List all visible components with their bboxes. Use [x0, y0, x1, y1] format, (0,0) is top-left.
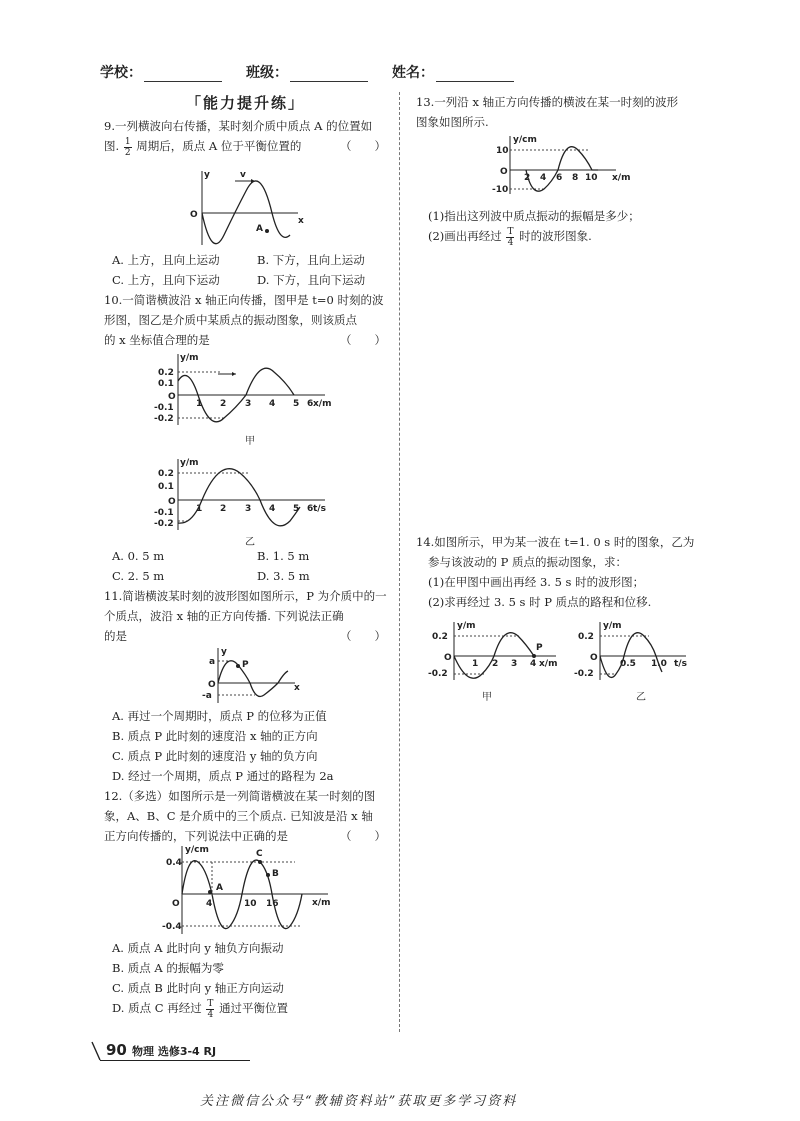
q12-origin: O	[172, 899, 180, 909]
q14a-ytick-top: 0.2	[432, 632, 448, 642]
q12-line2: 象，A、B、C 是介质中的三个质点. 已知波是沿 x 轴	[104, 809, 373, 823]
q9-v-label: v	[240, 170, 246, 180]
q10-option-d[interactable]: D. 3. 5 m	[257, 569, 310, 583]
q9-line2	[104, 136, 394, 158]
q9-wave-curve	[202, 181, 290, 244]
q13-xtick-4: 10	[585, 173, 598, 183]
q10b-xtick-2: 3	[245, 504, 252, 514]
q10b-xtick-0: 1	[196, 504, 203, 514]
q10b-x-label: t/s	[313, 504, 326, 514]
q14a-y-label: y/m	[457, 621, 476, 631]
q10-options	[112, 546, 402, 586]
q14a-origin: O	[444, 653, 452, 663]
q13-fraction	[506, 227, 514, 248]
q12-option-d-b: 通过平衡位置	[219, 1001, 289, 1015]
q12-point-b	[266, 873, 270, 877]
q10b-xtick-3: 4	[269, 504, 276, 514]
q9-frac-den: 2	[124, 147, 131, 158]
q10a-y-label: y/m	[180, 353, 199, 363]
q14-sub2: (2)求再经过 3. 5 s 时 P 质点的路程和位移.	[428, 595, 652, 609]
q12-fraction	[206, 999, 214, 1020]
q10-line3: 的 x 坐标值合理的是	[104, 333, 210, 347]
q12-line3: 正方向传播的，下列说法中正确的是	[104, 829, 288, 843]
q13-x-label: x/m	[612, 173, 631, 183]
q11-options	[112, 706, 402, 786]
q9-answer-paren[interactable]: （ ）	[340, 139, 386, 153]
q12-option-d[interactable]	[112, 998, 402, 1020]
q14b-y-label: y/m	[603, 621, 622, 631]
q14-figure-b	[574, 618, 694, 683]
section-title: 「能力提升练」	[186, 94, 306, 112]
q10a-xtick-1: 2	[220, 399, 227, 409]
q12-xtick-4: 4	[206, 899, 213, 909]
q14-line1: 14.如图所示，甲为某一波在 t=1. 0 s 时的图象，乙为	[416, 535, 695, 549]
q12-option-a[interactable]: A. 质点 A 此时向 y 轴负方向振动	[112, 941, 284, 955]
q12-frac-den: 4	[207, 1009, 214, 1020]
question-10	[104, 290, 394, 350]
q10b-ytick-2: -0.1	[154, 508, 174, 518]
question-12	[104, 786, 394, 846]
q10a-xtick-3: 4	[269, 399, 276, 409]
q11-origin: O	[208, 680, 216, 690]
q13-sub2	[428, 226, 718, 248]
q9-wave-figure	[180, 165, 310, 250]
q10-option-c[interactable]: C. 2. 5 m	[112, 569, 165, 583]
question-9	[104, 116, 394, 158]
q9-a-label: A	[256, 224, 263, 234]
q11-x-label: x	[294, 683, 300, 693]
q11-option-d[interactable]: D. 经过一个周期，质点 P 通过的路程为 2a	[112, 769, 334, 783]
q10b-caption: 乙	[245, 537, 255, 548]
q13-sub1: (1)指出这列波中质点振动的振幅是多少；	[428, 209, 640, 223]
q14a-xtick-4: 4	[530, 659, 537, 669]
name-label: 姓名：	[392, 65, 434, 81]
q13-wave-figure	[488, 132, 638, 197]
q11-point-p	[236, 664, 240, 668]
q13-xtick-2: 6	[556, 173, 563, 183]
q13-xtick-3: 8	[572, 173, 579, 183]
q14-sub1: (1)在甲图中画出再经 3. 5 s 时的波形图；	[428, 575, 645, 589]
q12-c-label: C	[256, 849, 263, 859]
q10a-arrow-head	[232, 372, 236, 376]
q11-wave-figure	[200, 645, 310, 705]
q10-figure-a	[150, 350, 350, 430]
q12-xtick-16: 16	[266, 899, 279, 909]
q13-subquestions	[428, 206, 718, 248]
q12-line1: 12.（多选）如图所示是一列简谐横波在某一时刻的图	[104, 789, 376, 803]
q10a-x-label: x/m	[313, 399, 332, 409]
q13-ytick-top: 10	[496, 146, 509, 156]
q10-answer-paren[interactable]: （ ）	[340, 333, 386, 347]
class-label: 班级：	[246, 65, 288, 81]
q9-line2b: 周期后，质点 A 位于平衡位置的	[136, 139, 302, 153]
question-13	[416, 92, 706, 132]
q9-option-a[interactable]: A. 上方，且向上运动	[112, 253, 220, 267]
q14a-p-label: P	[536, 643, 543, 653]
q10a-ytick-3: -0.2	[154, 414, 174, 424]
q13-origin: O	[500, 167, 508, 177]
q12-x-label: x/m	[312, 898, 331, 908]
class-field	[246, 62, 368, 82]
q11-a-label: a	[209, 657, 216, 667]
page-number: 90	[106, 1041, 127, 1059]
q9-options	[112, 250, 402, 290]
q14b-caption: 乙	[636, 692, 646, 703]
footer-rule	[100, 1060, 250, 1061]
q12-frac-num: T	[207, 998, 214, 1009]
q13-ytick-bottom: -10	[492, 185, 509, 195]
q13-wave-curve	[526, 147, 598, 191]
q14a-x-label: x/m	[539, 659, 558, 669]
q10a-origin: O	[168, 392, 176, 402]
q14a-ytick-bottom: -0.2	[428, 669, 448, 679]
q9-option-d[interactable]: D. 下方，且向下运动	[257, 273, 366, 287]
q11-option-b[interactable]: B. 质点 P 此时刻的速度沿 x 轴的正方向	[112, 729, 318, 743]
q14a-wave-curve	[454, 633, 537, 679]
q10-line2: 形图，图乙是介质中某质点的振动图象，则该质点	[104, 313, 357, 327]
q12-wave-figure	[160, 842, 340, 937]
q11-option-c[interactable]: C. 质点 P 此时刻的速度沿 y 轴的负方向	[112, 749, 318, 763]
q11-neg-a-label: -a	[202, 691, 212, 701]
q13-frac-num: T	[507, 226, 514, 237]
q10a-ytick-0: 0.2	[158, 368, 174, 378]
q10-line1: 10.一简谐横波沿 x 轴正向传播，图甲是 t=0 时刻的波	[104, 293, 384, 307]
q11-line3-row	[104, 626, 394, 646]
q10b-xtick-5: 6	[307, 504, 314, 514]
q12-b-label: B	[272, 869, 279, 879]
q10-figure-b	[150, 455, 350, 535]
name-field	[392, 62, 514, 82]
q9-line1: 9.一列横波向右传播，某时刻介质中质点 A 的位置如	[104, 119, 373, 133]
q10a-xtick-0: 1	[196, 399, 203, 409]
school-field	[100, 62, 222, 82]
q14a-caption: 甲	[482, 692, 492, 703]
q10a-caption: 甲	[245, 436, 255, 447]
q14b-ytick-bottom: -0.2	[574, 669, 594, 679]
q11-wave-curve	[218, 661, 288, 697]
school-blank[interactable]	[144, 67, 222, 82]
q10b-origin: O	[168, 497, 176, 507]
q9-point-a	[265, 229, 269, 233]
q12-xtick-10: 10	[244, 899, 257, 909]
q14a-xtick-2: 2	[492, 659, 499, 669]
q12-y-label: y/cm	[185, 845, 209, 855]
q10a-xtick-4: 5	[293, 399, 300, 409]
q10-line3-row	[104, 330, 394, 350]
q10b-y-label: y/m	[180, 458, 199, 468]
q9-x-label: x	[298, 216, 304, 226]
q14a-xtick-3: 3	[511, 659, 518, 669]
q10b-xtick-1: 2	[220, 504, 227, 514]
q11-option-a[interactable]: A. 再过一个周期时，质点 P 的位移为正值	[112, 709, 327, 723]
q9-origin-label: O	[190, 210, 198, 220]
q13-xtick-1: 4	[540, 173, 547, 183]
q14-line2: 参与该波动的 P 质点的振动图象，求：	[428, 555, 628, 569]
q10a-ytick-2: -0.1	[154, 403, 174, 413]
q13-xtick-0: 2	[524, 173, 531, 183]
q13-frac-den: 4	[507, 237, 514, 248]
school-label: 学校：	[100, 65, 142, 81]
q11-answer-paren[interactable]: （ ）	[340, 629, 386, 643]
q12-a-label: A	[216, 883, 223, 893]
q11-line3: 的是	[104, 629, 127, 643]
q14b-ytick-top: 0.2	[578, 632, 594, 642]
q11-p-label: P	[242, 660, 249, 670]
q10-option-b[interactable]: B. 1. 5 m	[257, 549, 310, 563]
q10b-ytick-3: -0.2	[154, 519, 174, 529]
q10a-ytick-1: 0.1	[158, 379, 174, 389]
q14b-x-label: t/s	[674, 659, 687, 669]
question-11	[104, 586, 394, 646]
q12-option-b[interactable]: B. 质点 A 的振幅为零	[112, 961, 224, 975]
q9-option-c[interactable]: C. 上方，且向下运动	[112, 273, 220, 287]
q13-y-label: y/cm	[513, 135, 537, 145]
q12-answer-paren[interactable]: （ ）	[340, 829, 386, 843]
q12-ytick-top: 0.4	[166, 858, 182, 868]
q12-option-d-a: D. 质点 C 再经过	[112, 1001, 202, 1015]
q12-point-c	[258, 860, 262, 864]
q13-sub2-a: (2)画出再经过	[428, 229, 502, 243]
q14b-xtick-10: 1.0	[651, 659, 667, 669]
q10a-xtick-5: 6	[307, 399, 314, 409]
question-14	[416, 532, 716, 612]
q10-option-a[interactable]: A. 0. 5 m	[112, 549, 165, 563]
q12-point-a	[208, 890, 212, 894]
q10b-xtick-4: 5	[293, 504, 300, 514]
bottom-note: 关注微信公众号“教辅资料站”获取更多学习资料	[200, 1094, 518, 1109]
q14-figure-a	[424, 618, 564, 683]
q10b-ytick-1: 0.1	[158, 482, 174, 492]
q11-line1: 11.简谐横波某时刻的波形图如图所示，P 为介质中的一	[104, 589, 387, 603]
q13-sub2-b: 时的波形图象.	[519, 229, 592, 243]
q14b-origin: O	[590, 653, 598, 663]
q14a-point-p	[532, 654, 536, 658]
name-blank[interactable]	[436, 67, 514, 82]
q12-option-c[interactable]: C. 质点 B 此时向 y 轴正方向运动	[112, 981, 284, 995]
q10a-xtick-2: 3	[245, 399, 252, 409]
q13-line2: 图象如图所示.	[416, 115, 489, 129]
q9-fraction	[124, 137, 132, 158]
q10b-wave-curve	[178, 469, 300, 526]
q9-option-b[interactable]: B. 下方，且向上运动	[257, 253, 365, 267]
q12-options	[112, 938, 402, 1020]
q9-frac-num: 1	[124, 136, 131, 147]
q14a-xtick-1: 1	[472, 659, 479, 669]
q11-line2: 个质点，波沿 x 轴的正方向传播. 下列说法正确	[104, 609, 344, 623]
q14b-xtick-05: 0.5	[620, 659, 636, 669]
q9-y-label: y	[204, 170, 210, 180]
q12-ytick-bottom: -0.4	[162, 922, 182, 932]
q10b-ytick-0: 0.2	[158, 469, 174, 479]
q13-line1: 13.一列沿 x 轴正方向传播的横波在某一时刻的波形	[416, 95, 679, 109]
class-blank[interactable]	[290, 67, 368, 82]
q14b-wave-curve	[600, 633, 662, 678]
book-label: 物理 选修3-4 RJ	[132, 1045, 217, 1058]
q11-y-label: y	[221, 647, 227, 657]
slash-icon	[90, 1040, 102, 1062]
q9-line2a: 图.	[104, 139, 120, 153]
